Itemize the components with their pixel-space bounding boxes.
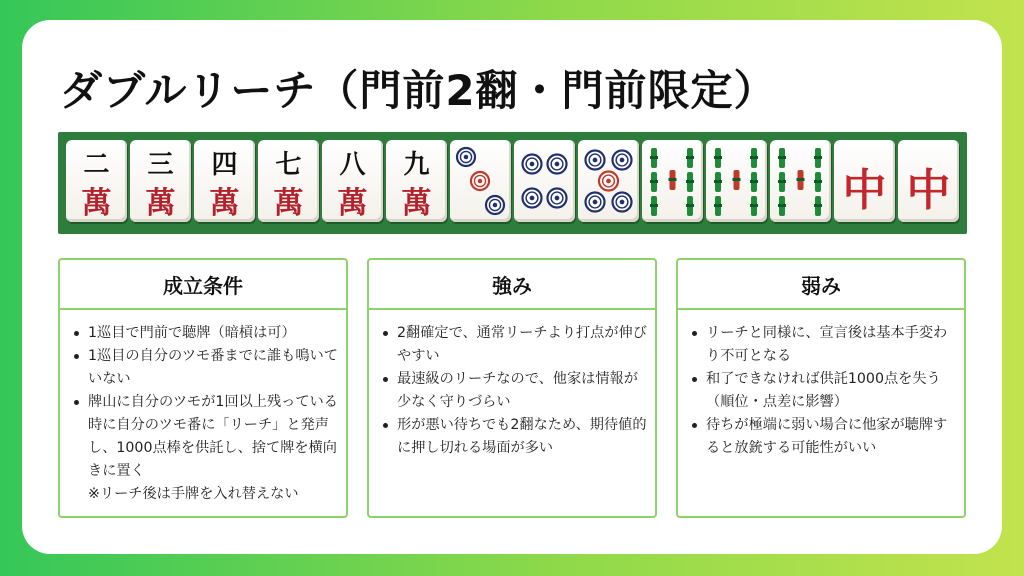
tile-number: 四 [211, 150, 238, 180]
list-item: 形が悪い待ちでも2翻なため、期待値的に押し切れる場面が多い [379, 414, 647, 460]
mahjong-tile-pin [450, 140, 511, 222]
pin-circle [548, 189, 567, 208]
bamboo-stick [686, 196, 694, 216]
bamboo-stick [714, 196, 722, 216]
bamboo-stick [714, 172, 722, 192]
pin-circle [613, 151, 632, 170]
tile-suit-char: 萬 [145, 186, 176, 221]
pin-circle [586, 193, 605, 212]
mahjong-tile-man [386, 140, 447, 222]
tile-suit-char: 萬 [81, 186, 112, 221]
bullet-list [60, 310, 346, 506]
pin-icon [450, 140, 511, 222]
bullet-list [678, 310, 964, 460]
bamboo-stick [778, 196, 786, 216]
slide-card [22, 20, 1002, 554]
bamboo-stick [714, 148, 722, 168]
bamboo-stick [686, 172, 694, 192]
pin-circle [523, 155, 542, 174]
bamboo-stick [814, 172, 822, 192]
list-item: 和了できなければ供託1000点を失う（順位・点差に影響） [688, 368, 956, 414]
list-item: 1巡目で門前で聴牌（暗槓は可） [70, 322, 338, 345]
tile-suit-char: 萬 [401, 186, 432, 221]
tile-number: 二 [83, 150, 110, 180]
mahjong-tile-man [194, 140, 255, 222]
mahjong-tile-pin [578, 140, 639, 222]
mahjong-tile-sou [770, 140, 831, 222]
bamboo-icon [770, 140, 831, 222]
pin-circle [599, 172, 618, 191]
panel-weaknesses [676, 258, 966, 518]
pin-circle [613, 193, 632, 212]
mahjong-tile-honor [834, 140, 895, 222]
tile-suit-char: 萬 [337, 186, 368, 221]
list-item: 2翻確定で、通常リーチより打点が伸びやすい [379, 322, 647, 368]
mahjong-tile-man [322, 140, 383, 222]
mahjong-tile-man [66, 140, 127, 222]
bamboo-icon [706, 140, 767, 222]
bamboo-stick-red [733, 170, 741, 190]
bullet-list [369, 310, 655, 460]
tile-suit-char: 萬 [273, 186, 304, 221]
mahjong-tile-man [130, 140, 191, 222]
bamboo-stick [750, 172, 758, 192]
tile-number: 九 [403, 150, 430, 180]
bamboo-stick [778, 172, 786, 192]
panel-heading: 弱み [678, 260, 964, 310]
mahjong-tile-man [258, 140, 319, 222]
mahjong-tile-sou [706, 140, 767, 222]
tile-number: 八 [339, 150, 366, 180]
mahjong-tile-pin [514, 140, 575, 222]
panel-conditions [58, 258, 348, 518]
pin-circle [457, 148, 475, 166]
bamboo-stick-red [669, 170, 677, 190]
bamboo-stick [650, 148, 658, 168]
bamboo-stick [650, 196, 658, 216]
tile-hand [58, 132, 967, 234]
bamboo-stick [814, 196, 822, 216]
tile-honor-char: 中 [842, 165, 887, 216]
mahjong-tile-honor [898, 140, 959, 222]
panel-heading: 強み [369, 260, 655, 310]
bamboo-stick [814, 148, 822, 168]
bamboo-icon [642, 140, 703, 222]
list-item: リーチと同様に、宣言後は基本手変わり不可となる [688, 322, 956, 368]
bamboo-stick [750, 148, 758, 168]
bamboo-stick-red [797, 170, 805, 190]
bamboo-stick [778, 148, 786, 168]
pin-circle [486, 196, 504, 214]
tile-suit-char: 萬 [209, 186, 240, 221]
tile-honor-char: 中 [906, 165, 951, 216]
page-title: ダブルリーチ（門前2翻・門前限定） [60, 66, 777, 115]
bamboo-stick [650, 172, 658, 192]
list-item: 1巡目の自分のツモ番までに誰も鳴いていない [70, 345, 338, 391]
pin-icon [578, 140, 639, 222]
tile-number: 三 [147, 150, 174, 180]
pin-circle [548, 155, 567, 174]
pin-circle [586, 151, 605, 170]
panel-heading: 成立条件 [60, 260, 346, 310]
tile-number: 七 [275, 150, 302, 180]
pin-icon [514, 140, 575, 222]
list-item: 待ちが極端に弱い場合に他家が聴牌すると放銃する可能性がいい [688, 414, 956, 460]
bamboo-stick [750, 196, 758, 216]
mahjong-tile-sou [642, 140, 703, 222]
panel-strengths [367, 258, 657, 518]
pin-circle [471, 172, 489, 190]
list-item: 最速級のリーチなので、他家は情報が少なく守りづらい [379, 368, 647, 414]
bamboo-stick [686, 148, 694, 168]
pin-circle [523, 189, 542, 208]
list-item: 牌山に自分のツモが1回以上残っている時に自分のツモ番に「リーチ」と発声し、1000点棒を供託し、捨て牌を横向きに置く ※リーチ後は手牌を入れ替えない [70, 391, 338, 506]
